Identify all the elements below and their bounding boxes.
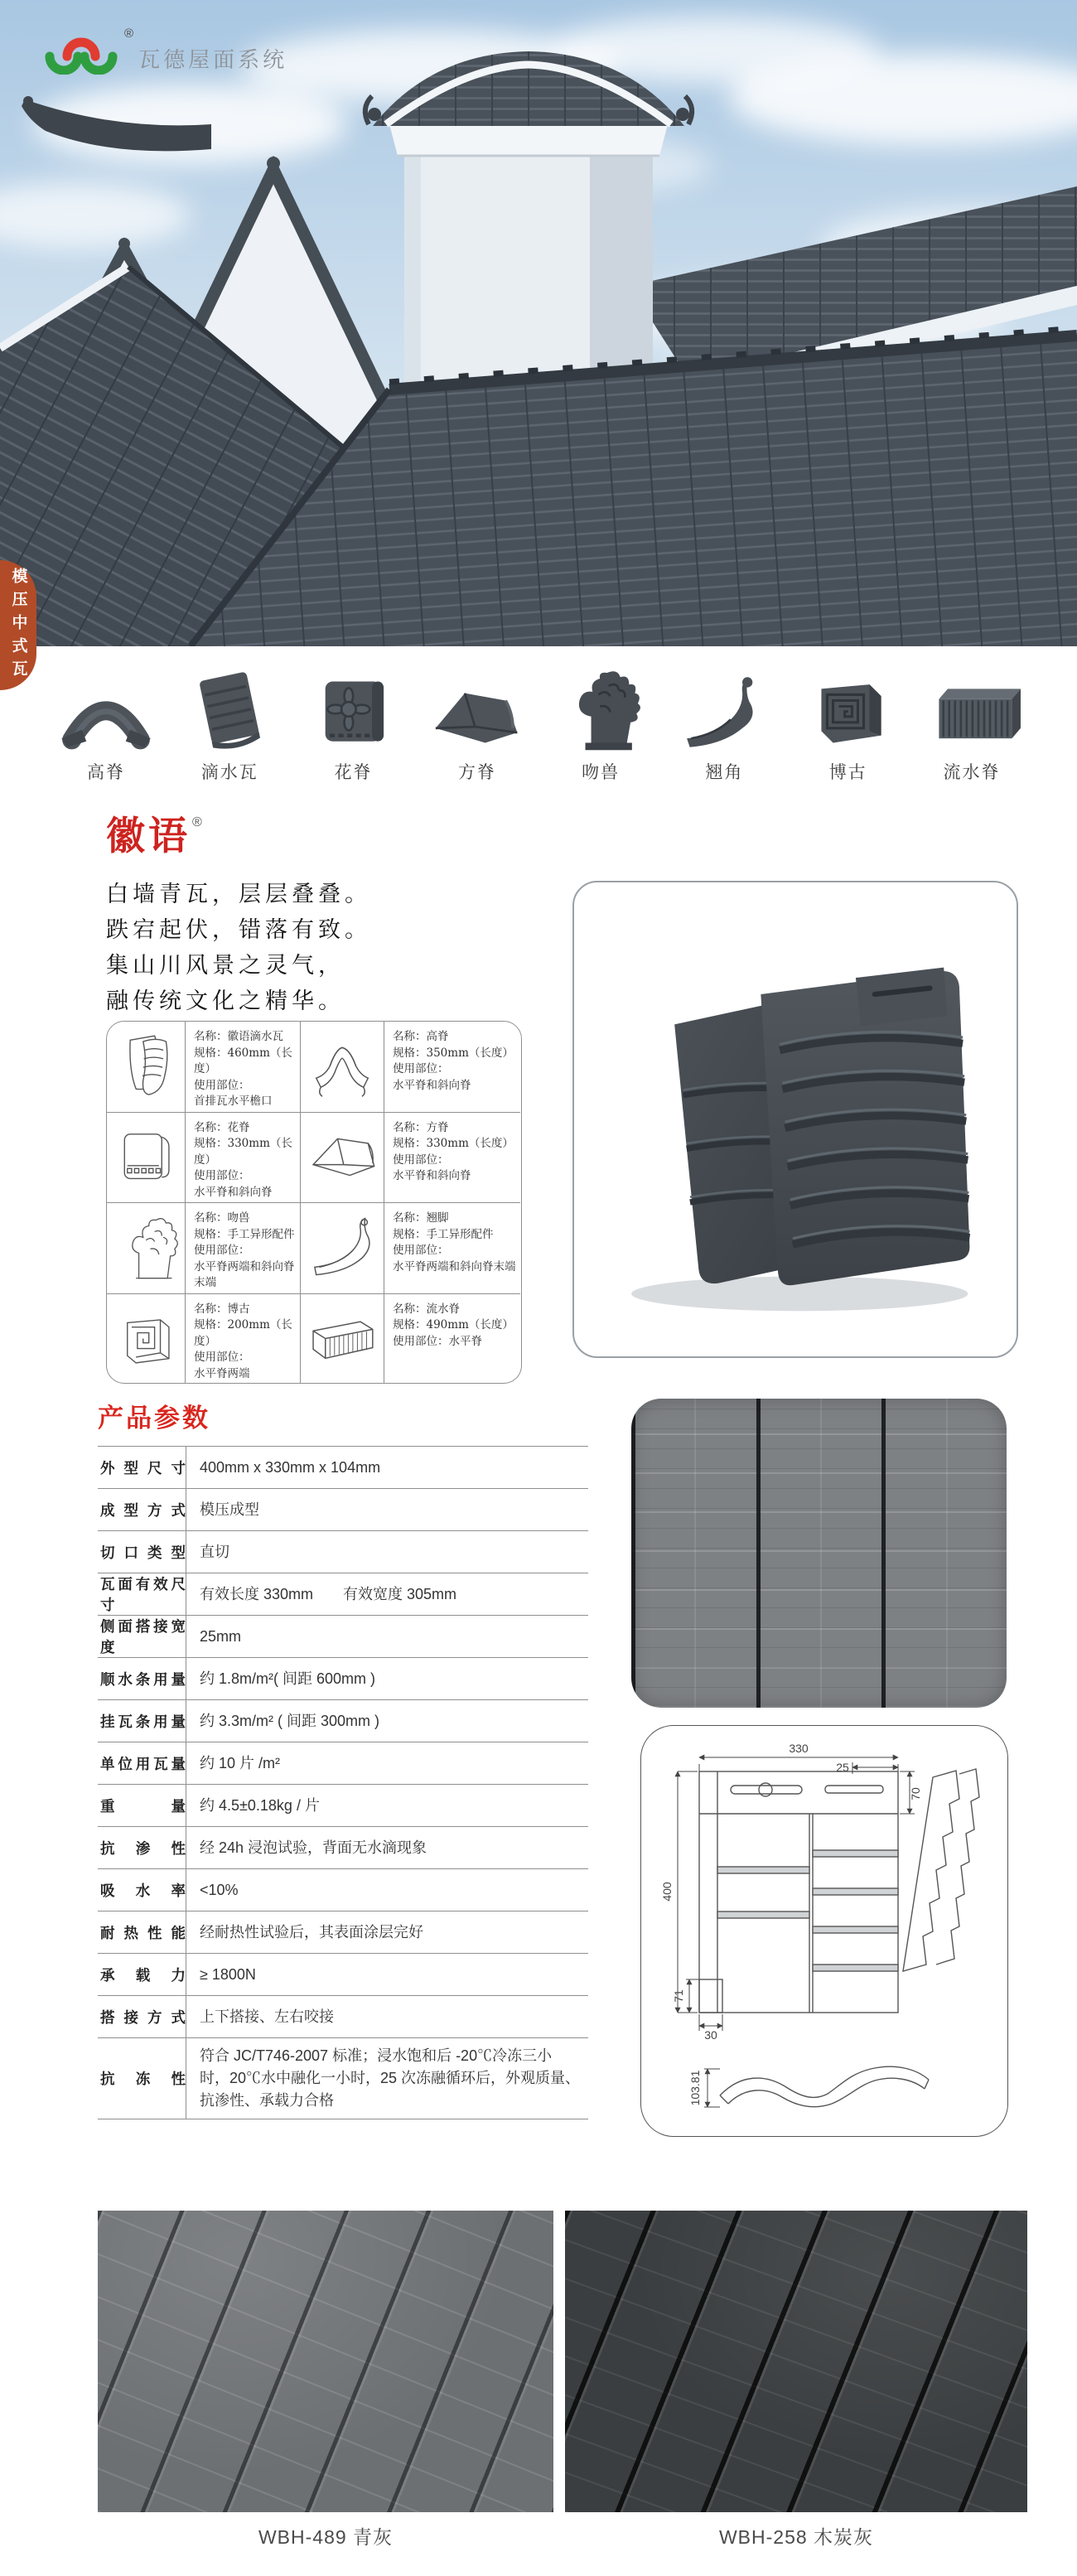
central-tower xyxy=(365,51,692,402)
param-value: 上下搭接、左右咬接 xyxy=(186,1996,588,2037)
accessory-usage: 水平脊两端和斜向脊末端 xyxy=(194,1259,295,1289)
sample-photo-mutanhui xyxy=(565,2211,1027,2512)
field-label: 使用部位： xyxy=(194,1351,250,1364)
field-label: 名称： xyxy=(194,1030,228,1043)
param-value: 约 1.8m/m²( 间距 600mm ) xyxy=(186,1658,588,1699)
category-side-tab xyxy=(0,560,36,690)
accessory-name: 高脊 xyxy=(426,1030,449,1043)
ribbed-ridge-icon xyxy=(917,663,1026,756)
thumb-label: 花脊 xyxy=(334,763,373,782)
thumb-label: 流水脊 xyxy=(943,763,1001,782)
param-row xyxy=(98,1447,588,1489)
dim-top-width: 330 xyxy=(789,1742,809,1755)
accessory-grid xyxy=(106,1021,522,1384)
series-registered-mark: ® xyxy=(192,815,205,829)
accessory-drawing-bogu xyxy=(107,1294,186,1385)
field-label: 名称： xyxy=(194,1120,228,1134)
param-label: 重量 xyxy=(100,1797,186,1815)
tile-product-photo xyxy=(596,912,994,1327)
drip-tile-icon xyxy=(175,663,284,756)
accessory-spec: 350mm（长度） xyxy=(426,1046,514,1060)
param-value: 约 4.5±0.18kg / 片 xyxy=(186,1785,588,1826)
param-value: 25mm xyxy=(186,1616,588,1657)
accessory-drawing-dishuiwa xyxy=(107,1022,186,1113)
category-side-tab-label: 模压中式瓦 xyxy=(9,567,27,684)
dim-bottom-width: 30 xyxy=(704,2028,717,2042)
sample-photo-qinghui xyxy=(98,2211,553,2512)
param-row xyxy=(98,1742,588,1785)
roof-photo xyxy=(0,0,1077,646)
accessory-usage: 水平脊和斜向脊 xyxy=(393,1169,471,1182)
sample-caption: WBH-489 青灰 xyxy=(258,2526,394,2548)
accessory-drawing-liushuiji xyxy=(301,1294,384,1385)
param-row xyxy=(98,1616,588,1658)
dim-side-overlap: 25 xyxy=(836,1761,849,1774)
field-label: 名称： xyxy=(393,1211,427,1225)
thumb-qiaojiao xyxy=(666,663,782,784)
ridge-tile-icon xyxy=(51,663,161,756)
param-value: 经 24h 浸泡试验，背面无水滴现象 xyxy=(186,1827,588,1868)
param-label: 抗渗性 xyxy=(100,1839,186,1857)
thumb-dishuiwa xyxy=(171,663,287,784)
flower-ridge-drawing xyxy=(110,1116,181,1199)
accessory-spec: 手工异形配件 xyxy=(227,1227,295,1241)
poem-line: 融传统文化之精华。 xyxy=(106,988,345,1014)
ridge-beast-drawing xyxy=(110,1206,181,1289)
param-row xyxy=(98,1785,588,1827)
accessory-drawing-fangji xyxy=(301,1113,384,1204)
param-value: ≥ 1800N xyxy=(186,1954,588,1995)
param-label: 外型尺寸 xyxy=(100,1459,186,1476)
upturned-corner-icon xyxy=(669,663,779,756)
field-label: 使用部位： xyxy=(393,1244,449,1257)
series-title-text: 徽语 xyxy=(106,814,191,858)
param-row xyxy=(98,1954,588,1996)
accessory-cell xyxy=(384,1113,520,1204)
accessory-spec: 手工异形配件 xyxy=(426,1227,494,1241)
param-label: 成型方式 xyxy=(100,1501,186,1519)
param-row xyxy=(98,1489,588,1531)
thumb-label: 博古 xyxy=(828,763,867,782)
param-label: 侧面搭接宽度 xyxy=(100,1618,186,1655)
param-label: 承载力 xyxy=(100,1966,186,1984)
thumb-wenshou xyxy=(543,663,659,784)
field-label: 使用部位： xyxy=(194,1078,250,1092)
technical-drawing-frame xyxy=(640,1725,1008,2137)
field-label: 名称： xyxy=(393,1302,427,1316)
param-row xyxy=(98,2038,588,2119)
series-title xyxy=(106,805,205,861)
ridge-beast-icon xyxy=(546,663,655,756)
param-value: <10% xyxy=(186,1869,588,1911)
param-row xyxy=(98,1869,588,1911)
field-label: 规格： xyxy=(393,1137,427,1150)
accessory-usage: 首排瓦水平檐口 xyxy=(194,1095,273,1108)
accessory-drawing-qiaojiao xyxy=(301,1203,384,1294)
field-label: 规格： xyxy=(194,1227,228,1241)
thumb-label: 方脊 xyxy=(457,763,496,782)
field-label: 使用部位： xyxy=(194,1169,250,1182)
param-row xyxy=(98,1573,588,1616)
accessory-cell xyxy=(186,1294,301,1385)
accessory-drawing-wenshou xyxy=(107,1203,186,1294)
field-label: 名称： xyxy=(393,1120,427,1134)
field-label: 名称： xyxy=(393,1030,427,1043)
flower-ridge-icon xyxy=(299,663,408,756)
thumb-label: 高脊 xyxy=(87,763,125,782)
product-photo-frame xyxy=(572,881,1018,1358)
param-value: 约 10 片 /m² xyxy=(186,1742,588,1784)
param-label: 耐热性能 xyxy=(100,1924,186,1941)
thumb-gaoji xyxy=(48,663,164,784)
param-value: 经耐热性试验后，其表面涂层完好 xyxy=(186,1911,588,1953)
poem-line: 白墙青瓦，层层叠叠。 xyxy=(106,882,371,907)
accessory-name: 翘脚 xyxy=(426,1211,449,1225)
accessory-cell xyxy=(186,1022,301,1113)
field-label: 规格： xyxy=(194,1046,228,1060)
field-label: 使用部位： xyxy=(393,1334,449,1348)
accessory-drawing-gaoji xyxy=(301,1022,384,1113)
accessory-usage: 水平脊 xyxy=(448,1334,482,1348)
param-label: 顺水条用量 xyxy=(100,1670,186,1688)
accessory-cell xyxy=(384,1203,520,1294)
dim-profile-height: 103.81 xyxy=(688,2070,702,2106)
accessory-name: 方脊 xyxy=(426,1120,449,1134)
ribbed-ridge-drawing xyxy=(304,1298,380,1380)
field-label: 使用部位： xyxy=(393,1062,449,1075)
accessory-spec: 490mm（长度） xyxy=(426,1318,514,1331)
thumb-bogu xyxy=(790,663,906,784)
accessory-cell xyxy=(186,1203,301,1294)
field-label: 使用部位： xyxy=(194,1244,250,1257)
accessory-usage: 水平脊和斜向脊 xyxy=(393,1078,471,1092)
param-row xyxy=(98,1911,588,1954)
param-row xyxy=(98,1700,588,1742)
field-label: 规格： xyxy=(194,1318,228,1331)
accessory-spec: 460mm（长度） xyxy=(194,1046,292,1075)
accessory-spec: 330mm（长度） xyxy=(194,1137,292,1167)
roof-photo-illustration xyxy=(0,0,1077,646)
param-row xyxy=(98,1827,588,1869)
dim-head-height: 70 xyxy=(909,1787,922,1800)
field-label: 规格： xyxy=(194,1137,228,1150)
param-value: 符合 JC/T746-2007 标准；浸水饱和后 -20℃冷冻三小时，20℃水中融化一小时，25 次冻融循环后，外观质量、抗渗性、承载力合格 xyxy=(186,2038,588,2119)
accessory-name: 流水脊 xyxy=(426,1302,460,1316)
square-ridge-icon xyxy=(423,663,532,756)
accessory-usage: 水平脊和斜向脊 xyxy=(194,1185,273,1199)
thumb-label: 滴水瓦 xyxy=(200,763,258,782)
fret-block-icon xyxy=(794,663,903,756)
thumb-fangji xyxy=(419,663,535,784)
accessory-cell xyxy=(384,1022,520,1113)
thumb-label: 翘角 xyxy=(705,763,744,782)
param-row xyxy=(98,1658,588,1700)
accessory-name: 花脊 xyxy=(227,1120,250,1134)
param-label: 抗冻性 xyxy=(100,2071,186,2087)
accessory-usage: 水平脊两端和斜向脊末端 xyxy=(393,1259,516,1274)
registered-mark: ® xyxy=(124,27,134,41)
param-value: 直切 xyxy=(186,1531,588,1573)
param-label: 切口类型 xyxy=(100,1544,186,1561)
param-label: 吸水率 xyxy=(100,1882,186,1899)
thumb-huaji xyxy=(296,663,412,784)
roof-top-view-photo xyxy=(631,1399,1007,1708)
param-value: 模压成型 xyxy=(186,1489,588,1530)
field-label: 规格： xyxy=(393,1046,427,1060)
upturned-corner-drawing xyxy=(304,1206,380,1289)
param-value: 有效长度 330mm 有效宽度 305mm xyxy=(186,1573,588,1615)
brand-name: 瓦德屋面系统 xyxy=(138,47,288,72)
ridge-tile-drawing xyxy=(304,1025,380,1108)
accessory-spec: 330mm（长度） xyxy=(426,1137,514,1150)
sample-caption: WBH-258 木炭灰 xyxy=(718,2526,874,2548)
accessory-drawing-huaji xyxy=(107,1113,186,1204)
poem-line: 集山川风景之灵气， xyxy=(106,953,345,979)
fret-block-drawing xyxy=(110,1298,181,1380)
field-label: 规格： xyxy=(393,1318,427,1331)
accessory-usage: 水平脊两端 xyxy=(194,1366,250,1380)
accessory-name: 博古 xyxy=(227,1302,250,1316)
params-title: 产品参数 xyxy=(98,1404,210,1433)
param-value: 400mm x 330mm x 104mm xyxy=(186,1447,588,1488)
param-row xyxy=(98,1531,588,1573)
thumb-liushuiji xyxy=(914,663,1030,784)
poem xyxy=(106,877,371,1019)
param-label: 单位用瓦量 xyxy=(100,1755,186,1772)
param-label: 挂瓦条用量 xyxy=(100,1713,186,1730)
square-ridge-drawing xyxy=(304,1116,380,1199)
product-thumbnail-row xyxy=(48,663,1030,784)
dim-tail-height: 71 xyxy=(672,1989,685,2003)
poem-line: 跌宕起伏，错落有致。 xyxy=(106,917,371,943)
field-label: 名称： xyxy=(194,1302,228,1316)
accessory-name: 吻兽 xyxy=(227,1211,250,1225)
accessory-cell xyxy=(384,1294,520,1385)
dim-length: 400 xyxy=(660,1882,674,1902)
field-label: 规格： xyxy=(393,1227,427,1241)
thumb-label: 吻兽 xyxy=(582,763,621,782)
brand-logo xyxy=(41,23,287,75)
accessory-spec: 200mm（长度） xyxy=(194,1318,292,1348)
param-row xyxy=(98,1996,588,2038)
accessory-cell xyxy=(186,1113,301,1204)
params-table xyxy=(98,1446,588,2119)
field-label: 使用部位： xyxy=(393,1153,449,1167)
param-label: 搭接方式 xyxy=(100,2008,186,2026)
accessory-name: 徽语滴水瓦 xyxy=(227,1030,283,1043)
param-value: 约 3.3m/m² ( 间距 300mm ) xyxy=(186,1700,588,1742)
drip-tile-drawing xyxy=(110,1025,181,1108)
brand-logo-icon xyxy=(41,23,121,75)
param-label: 瓦面有效尺寸 xyxy=(100,1576,186,1613)
technical-drawing xyxy=(641,1726,1007,2136)
field-label: 名称： xyxy=(194,1211,228,1225)
